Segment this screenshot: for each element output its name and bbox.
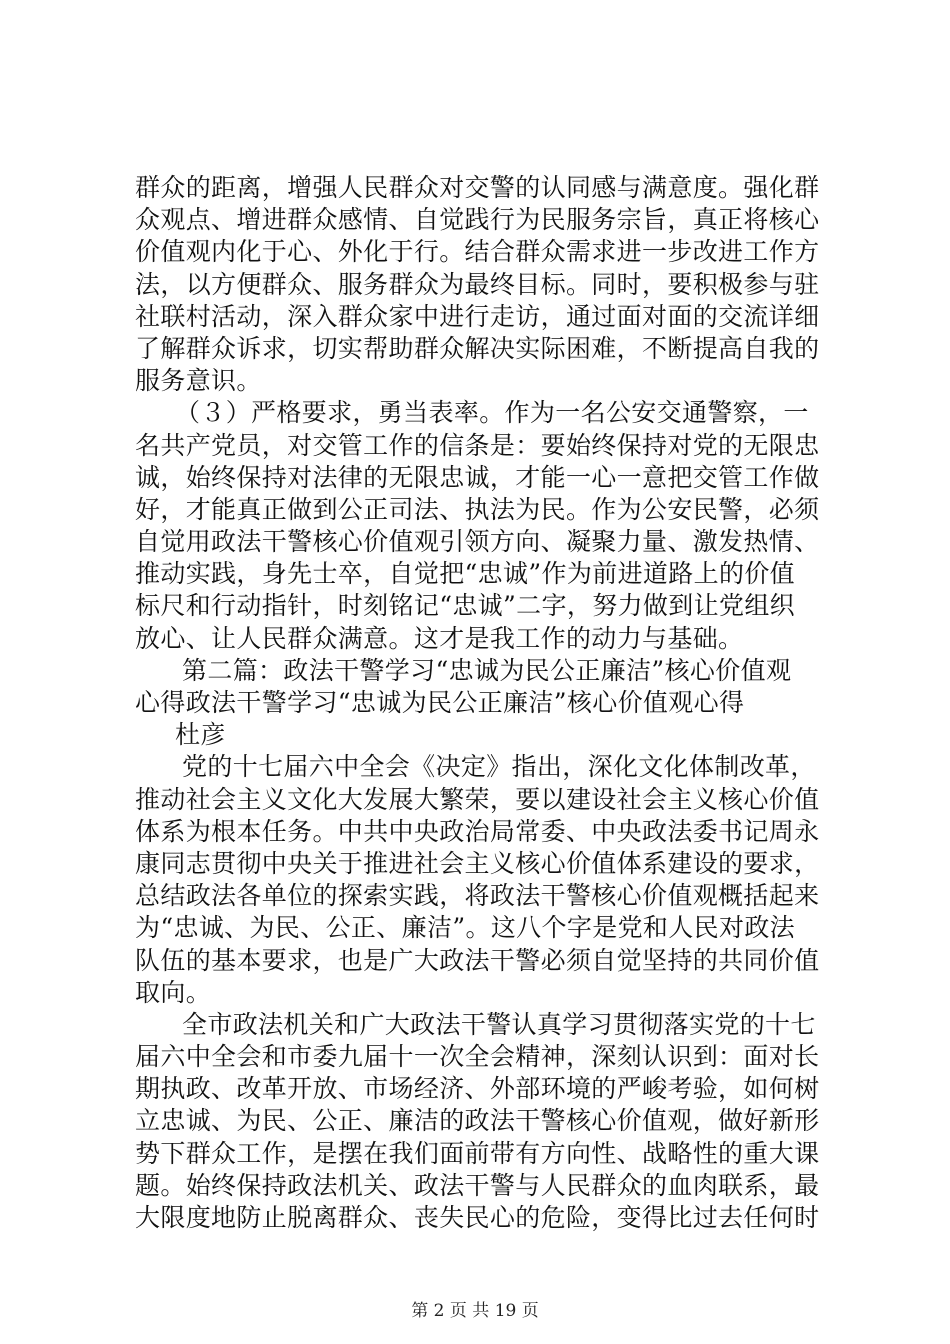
- text-line: 诚，始终保持对法律的无限忠诚，才能一心一意把交管工作做: [135, 462, 820, 492]
- text-line: 势下群众工作，是摆在我们面前带有方向性、战略性的重大课: [135, 1138, 820, 1168]
- text-line: 名共产党员，对交管工作的信条是：要始终保持对党的无限忠: [135, 430, 820, 460]
- text-line: 大限度地防止脱离群众、丧失民心的危险，变得比过去任何时: [135, 1203, 820, 1232]
- text-line: 了解群众诉求，切实帮助群众解决实际困难，不断提高自我的: [135, 333, 820, 363]
- text-line: 推动社会主义文化大发展大繁荣，要以建设社会主义核心价值: [135, 784, 820, 814]
- paragraph-start-line: （３）严格要求，勇当表率。作为一名公安交通警察，一: [175, 398, 809, 428]
- text-line: 为“忠诚、为民、公正、廉洁”。这八个字是党和人民对政法: [135, 913, 796, 943]
- section-heading-line: 心得政法干警学习“忠诚为民公正廉洁”核心价值观心得: [135, 688, 745, 717]
- text-line: 康同志贯彻中央关于推进社会主义核心价值体系建设的要求，: [135, 848, 820, 878]
- text-line: 法，以方便群众、服务群众为最终目标。同时，要积极参与驻: [135, 269, 820, 299]
- author-line: 杜彦: [175, 720, 226, 750]
- text-line: 自觉用政法干警核心价值观引领方向、凝聚力量、激发热情、: [135, 527, 820, 557]
- text-line: 好，才能真正做到公正司法、执法为民。作为公安民警，必须: [135, 494, 820, 524]
- text-line: 体系为根本任务。中共中央政治局常委、中央政法委书记周永: [135, 816, 820, 846]
- text-line: 放心、让人民群众满意。这才是我工作的动力与基础。: [135, 623, 744, 653]
- text-line: 服务意识。: [135, 366, 262, 396]
- text-line: 推动实践，身先士卒，自觉把“忠诚”作为前进道路上的价值: [135, 559, 796, 589]
- document-body: [135, 172, 835, 1234]
- paragraph-start-line: 全市政法机关和广大政法干警认真学习贯彻落实党的十七: [182, 1009, 816, 1039]
- text-line: 总结政法各单位的探索实践，将政法干警核心价值观概括起来: [135, 881, 820, 911]
- text-line: 立忠诚、为民、公正、廉洁的政法干警核心价值观，做好新形: [135, 1106, 820, 1136]
- section-heading-line: 第二篇：政法干警学习“忠诚为民公正廉洁”核心价值观: [182, 655, 792, 685]
- text-line: 群众的距离，增强人民群众对交警的认同感与满意度。强化群: [135, 173, 820, 202]
- text-line: 队伍的基本要求，也是广大政法干警必须自觉坚持的共同价值: [135, 945, 820, 975]
- text-line: 价值观内化于心、外化于行。结合群众需求进一步改进工作方: [135, 237, 820, 267]
- paragraph-start-line: 党的十七届六中全会《决定》指出，深化文化体制改革，: [182, 752, 816, 782]
- text-line: 期执政、改革开放、市场经济、外部环境的严峻考验，如何树: [135, 1074, 820, 1104]
- text-line: 取向。: [135, 977, 212, 1007]
- text-line: 社联村活动，深入群众家中进行走访，通过面对面的交流详细: [135, 301, 820, 331]
- text-line: 标尺和行动指针，时刻铭记“忠诚”二字，努力做到让党组织: [135, 591, 796, 621]
- text-line: 届六中全会和市委九届十一次全会精神，深刻认识到：面对长: [135, 1042, 820, 1072]
- text-line: 题。始终保持政法机关、政法干警与人民群众的血肉联系，最: [135, 1170, 820, 1200]
- text-line: 众观点、增进群众感情、自觉践行为民服务宗旨，真正将核心: [135, 205, 820, 235]
- page-number-footer: 第 2 页 共 19 页: [411, 1301, 539, 1321]
